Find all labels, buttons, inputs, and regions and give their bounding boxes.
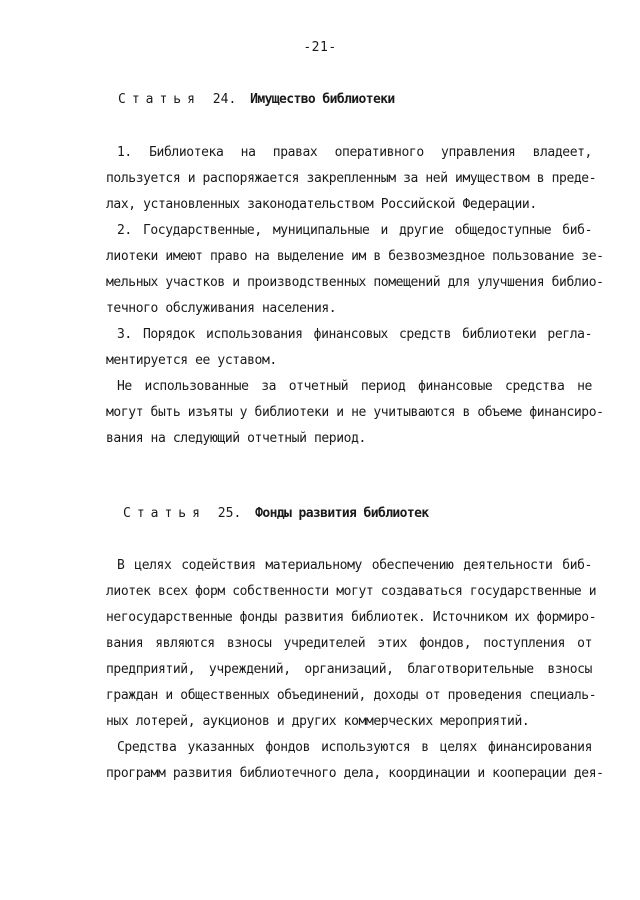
paragraph-line: негосударственные фонды развития библиотек. Источником их формиро- (106, 610, 597, 625)
paragraph-line: течного обслуживания населения. (106, 301, 337, 316)
article-24-heading (118, 92, 395, 107)
article-number: 24. (212, 92, 237, 107)
paragraph-line: могут быть изъяты у библиотеки и не учитываются в объеме финансиро- (106, 405, 604, 420)
article-label: Статья (118, 92, 201, 107)
paragraph-line: Средства указанных фондов используются в целях финансирования (117, 740, 592, 755)
paragraph-line: пользуется и распоряжается закрепленным за ней имуществом в преде- (106, 171, 597, 186)
page-number: -21- (303, 40, 337, 55)
paragraph-line: лиотеки имеют право на выделение им в безвозмездное пользование зе- (106, 249, 604, 264)
article-25-heading (123, 506, 429, 521)
paragraph-line: 2. Государственные, муниципальные и другие общедоступные биб- (117, 223, 592, 238)
paragraph-line: Не использованные за отчетный период финансовые средства не (117, 379, 592, 394)
paragraph-line: лиотек всех форм собственности могут создаваться государственные и (106, 584, 597, 599)
paragraph-line: предприятий, учреждений, организаций, благотворительные взносы (106, 662, 592, 677)
article-label: Статья (123, 506, 206, 521)
paragraph-line: ных лотерей, аукционов и других коммерческих мероприятий. (106, 714, 530, 729)
article-number: 25. (217, 506, 242, 521)
paragraph-line: 1. Библиотека на правах оперативного управления владеет, (117, 145, 592, 160)
paragraph-line: лах, установленных законодательством Российской Федерации. (106, 197, 537, 212)
paragraph-line: ментируется ее уставом. (106, 353, 277, 368)
paragraph-line: мельных участков и производственных помещений для улучшения библио- (106, 275, 604, 290)
paragraph-line: В целях содействия материальному обеспечению деятельности биб- (117, 558, 592, 573)
paragraph-line: вания являются взносы учредителей этих фондов, поступления от (106, 636, 592, 651)
article-title: Имущество библиотеки (250, 92, 395, 107)
article-title: Фонды развития библиотек (255, 506, 429, 521)
paragraph-line: граждан и общественных объединений, доходы от проведения специаль- (106, 688, 597, 703)
paragraph-line: вания на следующий отчетный период. (106, 431, 366, 446)
paragraph-line: 3. Порядок использования финансовых средств библиотеки регла- (117, 327, 592, 342)
paragraph-line: программ развития библиотечного дела, координации и кооперации дея- (106, 766, 604, 781)
